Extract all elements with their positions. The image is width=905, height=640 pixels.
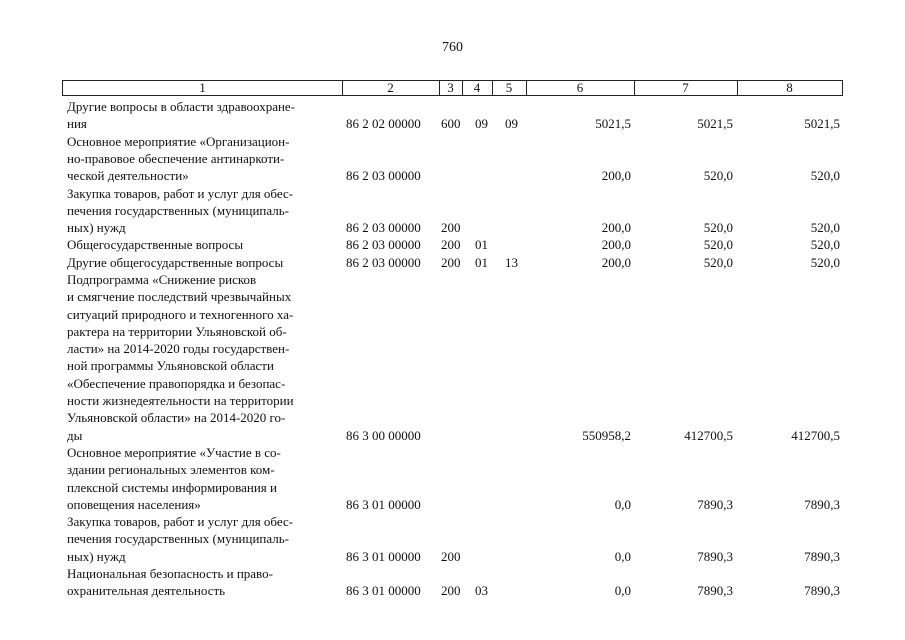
table-row — [62, 565, 843, 600]
cell-csr: 86 3 01 00000 — [346, 496, 421, 512]
cell-rz: 09 — [475, 116, 488, 132]
header-col-7: 7 — [634, 81, 738, 95]
table-row — [62, 254, 843, 271]
cell-csr: 86 2 02 00000 — [346, 116, 421, 132]
cell-y2: 412700,5 — [684, 427, 733, 443]
cell-pr: 09 — [505, 116, 518, 132]
row-name: Другие общегосударственные вопросы — [67, 254, 284, 270]
cell-csr: 86 3 00 00000 — [346, 427, 421, 443]
cell-vr: 200 — [441, 254, 461, 270]
cell-y1: 550958,2 — [582, 427, 631, 443]
cell-y1: 0,0 — [614, 583, 631, 599]
cell-pr: 13 — [505, 254, 518, 270]
cell-rz: 01 — [475, 254, 488, 270]
table-header — [62, 80, 843, 96]
cell-vr: 200 — [441, 583, 461, 599]
cell-csr: 86 2 03 00000 — [346, 220, 421, 236]
cell-y3: 520,0 — [810, 220, 840, 236]
cell-y1: 200,0 — [601, 237, 631, 253]
cell-csr: 86 2 03 00000 — [346, 168, 421, 184]
table-row — [62, 444, 843, 513]
header-col-1: 1 — [63, 81, 343, 95]
cell-y1: 0,0 — [614, 548, 631, 564]
row-name: Основное мероприятие «Участие в со- здании региональных элементов ком- плексной системы информирования и оповещения населения» — [67, 445, 281, 512]
cell-y3: 412700,5 — [791, 427, 840, 443]
cell-y2: 520,0 — [703, 254, 733, 270]
cell-y2: 7890,3 — [697, 496, 733, 512]
cell-csr: 86 3 01 00000 — [346, 548, 421, 564]
cell-rz: 01 — [475, 237, 488, 253]
cell-vr: 600 — [441, 116, 461, 132]
cell-y1: 5021,5 — [595, 116, 631, 132]
cell-y2: 7890,3 — [697, 548, 733, 564]
row-name: Подпрограмма «Снижение рисков и смягчение последствий чрезвычайных ситуаций природного и техногенного ха- рактера на территории Ульяновской об- ласти» на 2014-2020 годы государствен- ной программы Ульяновской области «Обеспечение правопорядка и безопас- ности жизнедеятельности на территории Ульяновской области» на 2014-2020 го- ды — [67, 272, 294, 443]
cell-y3: 7890,3 — [804, 496, 840, 512]
header-col-2: 2 — [342, 81, 440, 95]
cell-y1: 0,0 — [614, 496, 631, 512]
header-col-5: 5 — [492, 81, 527, 95]
cell-y3: 520,0 — [810, 168, 840, 184]
cell-csr: 86 3 01 00000 — [346, 583, 421, 599]
cell-y2: 7890,3 — [697, 583, 733, 599]
cell-y3: 5021,5 — [804, 116, 840, 132]
table-row — [62, 98, 843, 133]
header-col-3: 3 — [439, 81, 463, 95]
cell-y1: 200,0 — [601, 220, 631, 236]
cell-vr: 200 — [441, 220, 461, 236]
cell-y1: 200,0 — [601, 168, 631, 184]
row-name: Закупка товаров, работ и услуг для обес- печения государственных (муниципаль- ных) нужд — [67, 185, 294, 236]
cell-y3: 7890,3 — [804, 583, 840, 599]
table-row — [62, 513, 843, 565]
header-col-8: 8 — [786, 80, 793, 95]
row-name: Закупка товаров, работ и услуг для обес- печения государственных (муниципаль- ных) нужд — [67, 514, 294, 564]
cell-y2: 5021,5 — [697, 116, 733, 132]
header-col-4: 4 — [462, 81, 493, 95]
cell-rz: 03 — [475, 583, 488, 599]
row-name: Национальная безопасность и право- охранительная деятельность — [67, 566, 273, 599]
cell-y3: 7890,3 — [804, 548, 840, 564]
table-row — [62, 271, 843, 444]
page-number: 760 — [442, 40, 463, 55]
row-name: Основное мероприятие «Организацион- но-правовое обеспечение антинаркоти- ческой деятельности» — [67, 133, 290, 184]
header-col-6: 6 — [526, 81, 635, 95]
cell-y2: 520,0 — [703, 168, 733, 184]
table-row — [62, 185, 843, 237]
cell-vr: 200 — [441, 548, 461, 564]
cell-csr: 86 2 03 00000 — [346, 254, 421, 270]
cell-y2: 520,0 — [703, 237, 733, 253]
cell-y1: 200,0 — [601, 254, 631, 270]
table-row — [62, 236, 843, 253]
row-name: Общегосударственные вопросы — [67, 237, 244, 253]
cell-vr: 200 — [441, 237, 461, 253]
cell-y2: 520,0 — [703, 220, 733, 236]
cell-y3: 520,0 — [810, 237, 840, 253]
cell-csr: 86 2 03 00000 — [346, 237, 421, 253]
table-row — [62, 133, 843, 185]
cell-y3: 520,0 — [810, 254, 840, 270]
row-name: Другие вопросы в области здравоохране- ния — [67, 99, 296, 132]
